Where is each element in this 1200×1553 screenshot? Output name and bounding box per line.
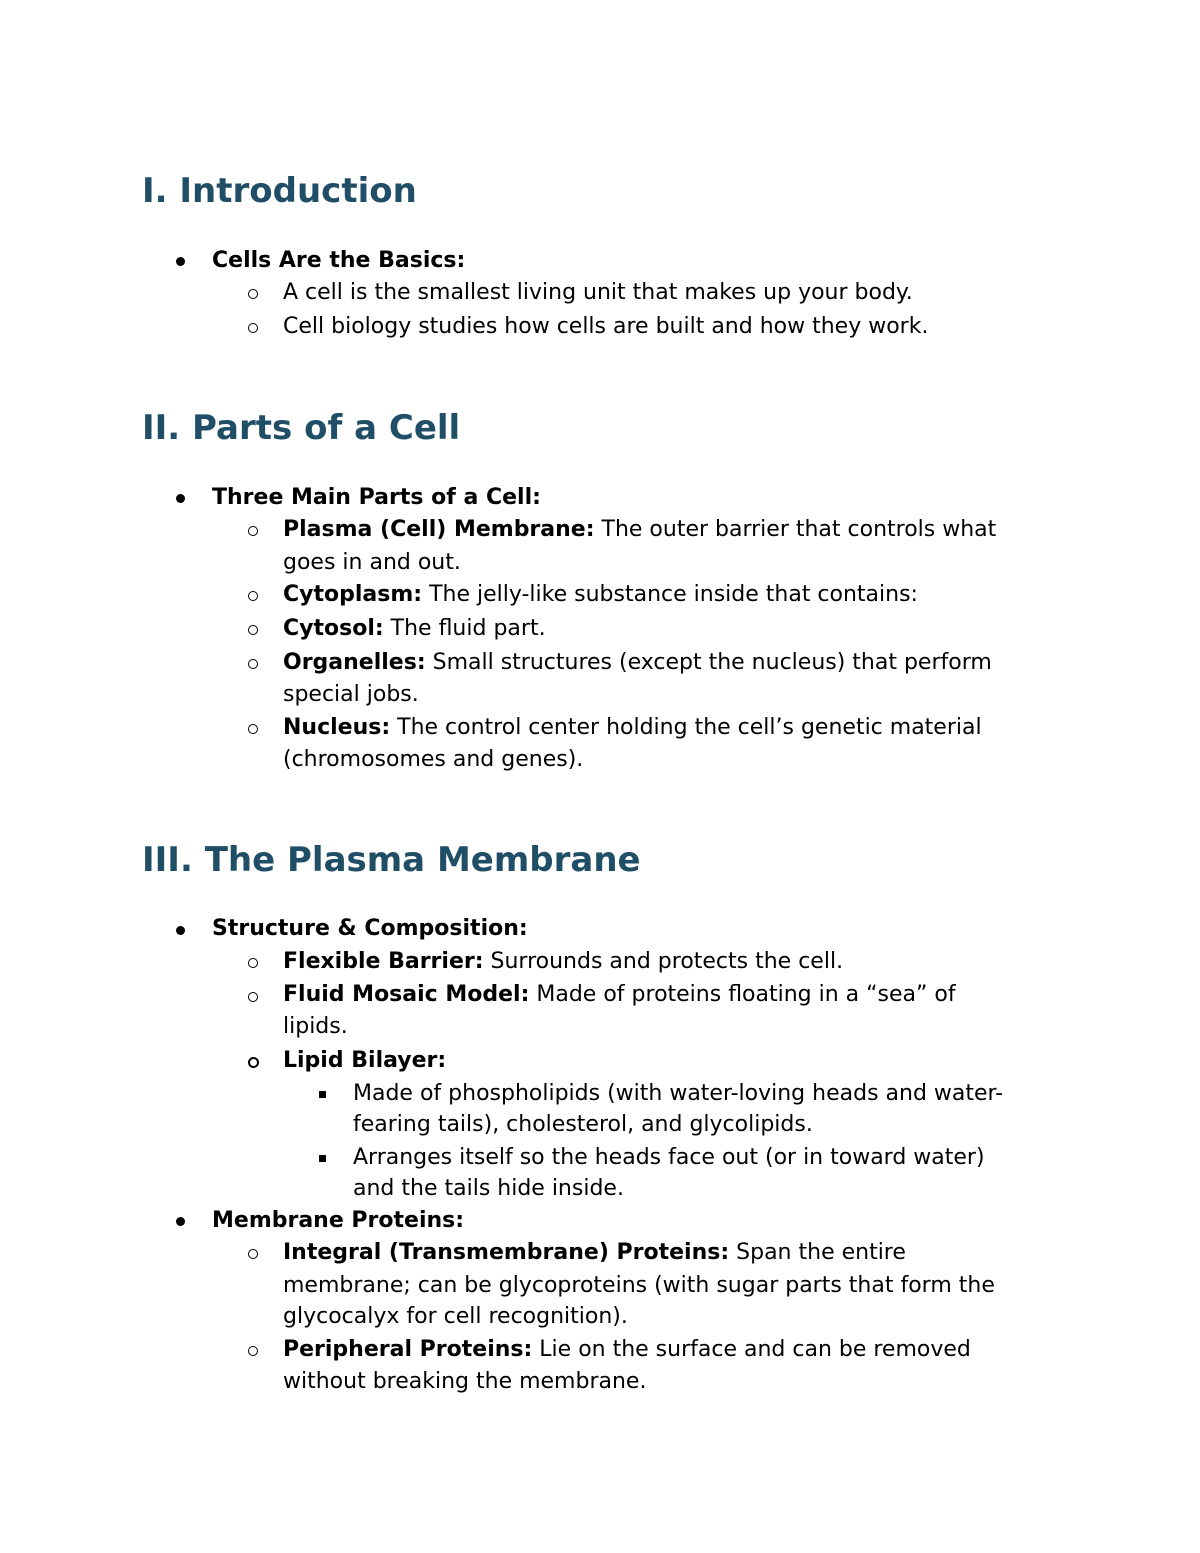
sub-item-peripheral-proteins [283, 1334, 971, 1366]
circle-bullet-icon [248, 1346, 258, 1356]
sub-item-cytosol [283, 613, 546, 645]
term-organelles: Organelles: [283, 650, 426, 675]
sub-sub-item-continuation: fearing tails), cholesterol, and glycolipids. [353, 1112, 813, 1137]
definition-text: The jelly-like substance inside that contains: [422, 582, 918, 607]
definition-text: The fluid part. [383, 616, 546, 641]
bullet-label-cells-basics: Cells Are the Basics: [212, 248, 466, 273]
definition-text: The outer barrier that controls what [594, 517, 997, 542]
sub-item-nucleus [283, 712, 982, 744]
term-lipid-bilayer: Lipid Bilayer: [283, 1048, 447, 1073]
definition-text: Surrounds and protects the cell. [483, 949, 844, 974]
term-flexible-barrier: Flexible Barrier: [283, 949, 484, 974]
sub-item-organelles [283, 647, 992, 679]
definition-continuation: without breaking the membrane. [283, 1369, 647, 1394]
sub-item-cytoplasm [283, 579, 918, 611]
definition-text: Span the entire [729, 1240, 906, 1265]
definition-text: Made of proteins floating in a “sea” of [529, 982, 956, 1007]
circle-bullet-icon [248, 659, 258, 669]
term-plasma-membrane: Plasma (Cell) Membrane: [283, 517, 595, 542]
circle-bullet-icon [248, 958, 258, 968]
definition-continuation: lipids. [283, 1014, 348, 1039]
term-cytoplasm: Cytoplasm: [283, 582, 423, 607]
circle-bullet-icon [248, 323, 258, 333]
circle-bullet-icon [248, 1249, 258, 1259]
sub-item-flexible-barrier [283, 946, 843, 978]
circle-bullet-icon [248, 992, 258, 1002]
circle-bullet-icon [248, 724, 258, 734]
bullet-label-membrane-proteins: Membrane Proteins: [212, 1208, 465, 1233]
sub-sub-item-arrangement: Arranges itself so the heads face out (or in toward water) [353, 1145, 985, 1170]
definition-continuation: membrane; can be glycoproteins (with sugar parts that form the [283, 1273, 995, 1298]
circle-bullet-icon [248, 289, 258, 299]
definition-continuation: glycocalyx for cell recognition). [283, 1304, 628, 1329]
term-integral-proteins: Integral (Transmembrane) Proteins: [283, 1240, 730, 1265]
definition-text: Lie on the surface and can be removed [532, 1337, 971, 1362]
section-heading-plasma-membrane: III. The Plasma Membrane [142, 840, 641, 880]
term-nucleus: Nucleus: [283, 715, 391, 740]
definition-continuation: (chromosomes and genes). [283, 747, 584, 772]
circle-bullet-icon [248, 1057, 259, 1068]
sub-sub-item-phospholipids: Made of phospholipids (with water-loving heads and water- [353, 1081, 1004, 1106]
term-fluid-mosaic-model: Fluid Mosaic Model: [283, 982, 530, 1007]
circle-bullet-icon [248, 526, 258, 536]
circle-bullet-icon [248, 625, 258, 635]
section-heading-parts-of-cell: II. Parts of a Cell [142, 408, 461, 448]
bullet-dot-icon [176, 926, 185, 935]
circle-bullet-icon [248, 591, 258, 601]
bullet-dot-icon [176, 1217, 185, 1226]
sub-item-cell-definition: A cell is the smallest living unit that makes up your body. [283, 280, 913, 305]
sub-item-cell-biology: Cell biology studies how cells are built and how they work. [283, 314, 929, 339]
sub-item-fluid-mosaic-model [283, 979, 956, 1011]
bullet-label-three-main-parts: Three Main Parts of a Cell: [212, 485, 541, 510]
square-bullet-icon [319, 1155, 326, 1162]
definition-text: Small structures (except the nucleus) that perform [425, 650, 992, 675]
sub-sub-item-continuation: and the tails hide inside. [353, 1176, 624, 1201]
bullet-dot-icon [176, 257, 185, 266]
bullet-label-structure-composition: Structure & Composition: [212, 916, 528, 941]
definition-continuation: goes in and out. [283, 550, 461, 575]
definition-continuation: special jobs. [283, 682, 419, 707]
definition-text: The control center holding the cell’s genetic material [390, 715, 982, 740]
term-peripheral-proteins: Peripheral Proteins: [283, 1337, 533, 1362]
sub-item-integral-proteins [283, 1237, 906, 1269]
term-cytosol: Cytosol: [283, 616, 384, 641]
sub-item-plasma-membrane [283, 514, 996, 546]
square-bullet-icon [319, 1091, 326, 1098]
section-heading-introduction: I. Introduction [142, 171, 417, 211]
bullet-dot-icon [176, 494, 185, 503]
